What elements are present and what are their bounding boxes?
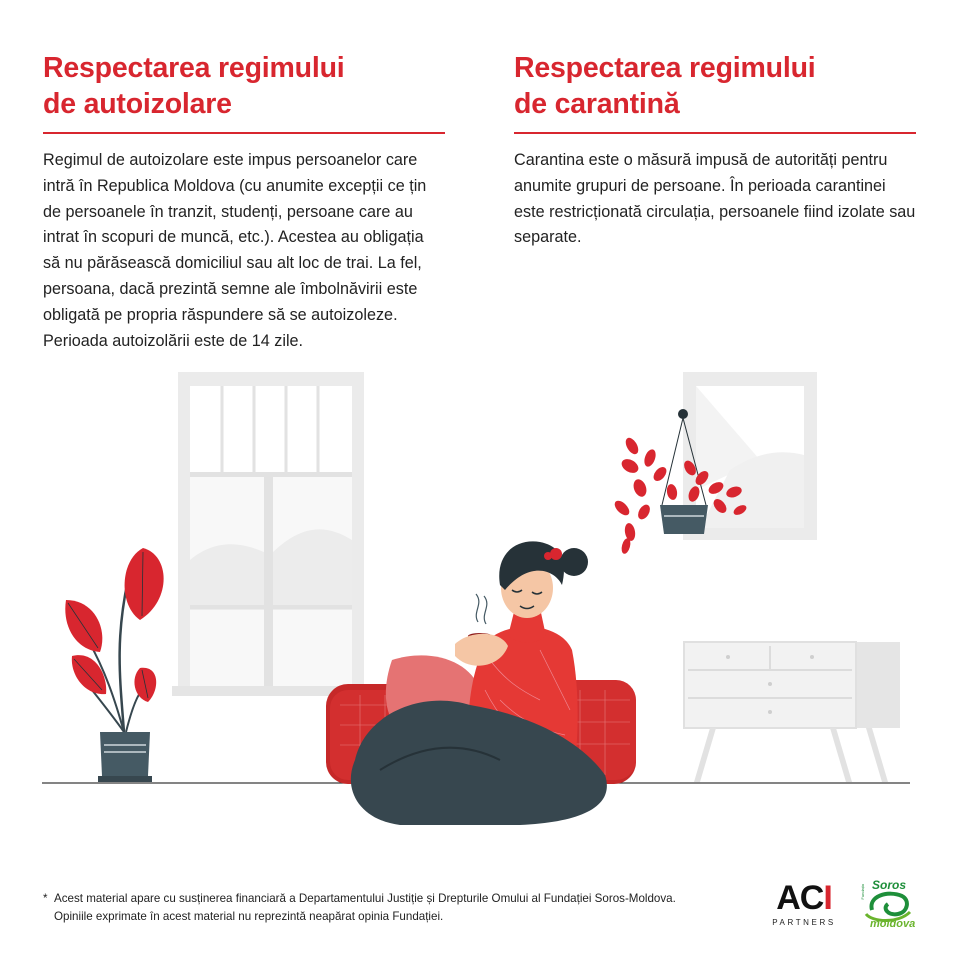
footnote (43, 890, 683, 926)
title-autoizolare: Respectarea regimului de autoizolare (43, 52, 345, 120)
floor-plant-illustration (65, 548, 163, 782)
body-carantina: Carantina este o măsură impusă de autorități pentru anumite grupuri de persoane. În perioada carantinei este restricționată circulația, persoanele fiind izolate sau separate. (514, 151, 916, 247)
title-underline (43, 132, 445, 134)
aci-wordmark (768, 880, 840, 916)
section-carantina (514, 50, 916, 267)
body-autoizolare: Regimul de autoizolare este impus persoanelor care intră în Republica Moldova (cu anumite excepții ce țin de persoanele în tranzit, studenți, persoane care au intrat în scopuri de muncă, etc.). Acestea au obligația să nu părăsească domiciliul sau alt loc de trai. La fel, persoana, dacă prezintă semne ale îmbolnăvirii este obligată pe propria răspundere să se autoizoleze. Perioada autoizolării este de 14 zile. (43, 151, 427, 350)
aci-accent-letter: I (823, 879, 832, 917)
aci-partners-logo (768, 880, 840, 932)
footnote-text: Acest material apare cu susținerea financiară a Departamentului Justiție și Drepturile Omului al Fundației Soros-Moldova. Opiniile exprimate în acest material nu reprezintă neapărat opinia Fundației. (54, 892, 676, 923)
soros-label: Soros (872, 878, 907, 892)
soros-fundatia-label: Fundația (860, 884, 865, 900)
dresser-illustration (684, 642, 900, 782)
aci-letters: AC (776, 879, 824, 917)
aci-partners-label: PARTNERS (772, 918, 836, 927)
window-illustration (172, 372, 368, 696)
title-carantina: Respectarea regimului de carantină (514, 52, 816, 120)
soros-moldova-logo (858, 878, 920, 934)
title-underline (514, 132, 916, 134)
moldova-label: moldova (870, 918, 916, 930)
illustration-woman-on-sofa (0, 360, 960, 840)
footnote-marker: * (43, 892, 48, 905)
section-autoizolare (43, 50, 445, 371)
